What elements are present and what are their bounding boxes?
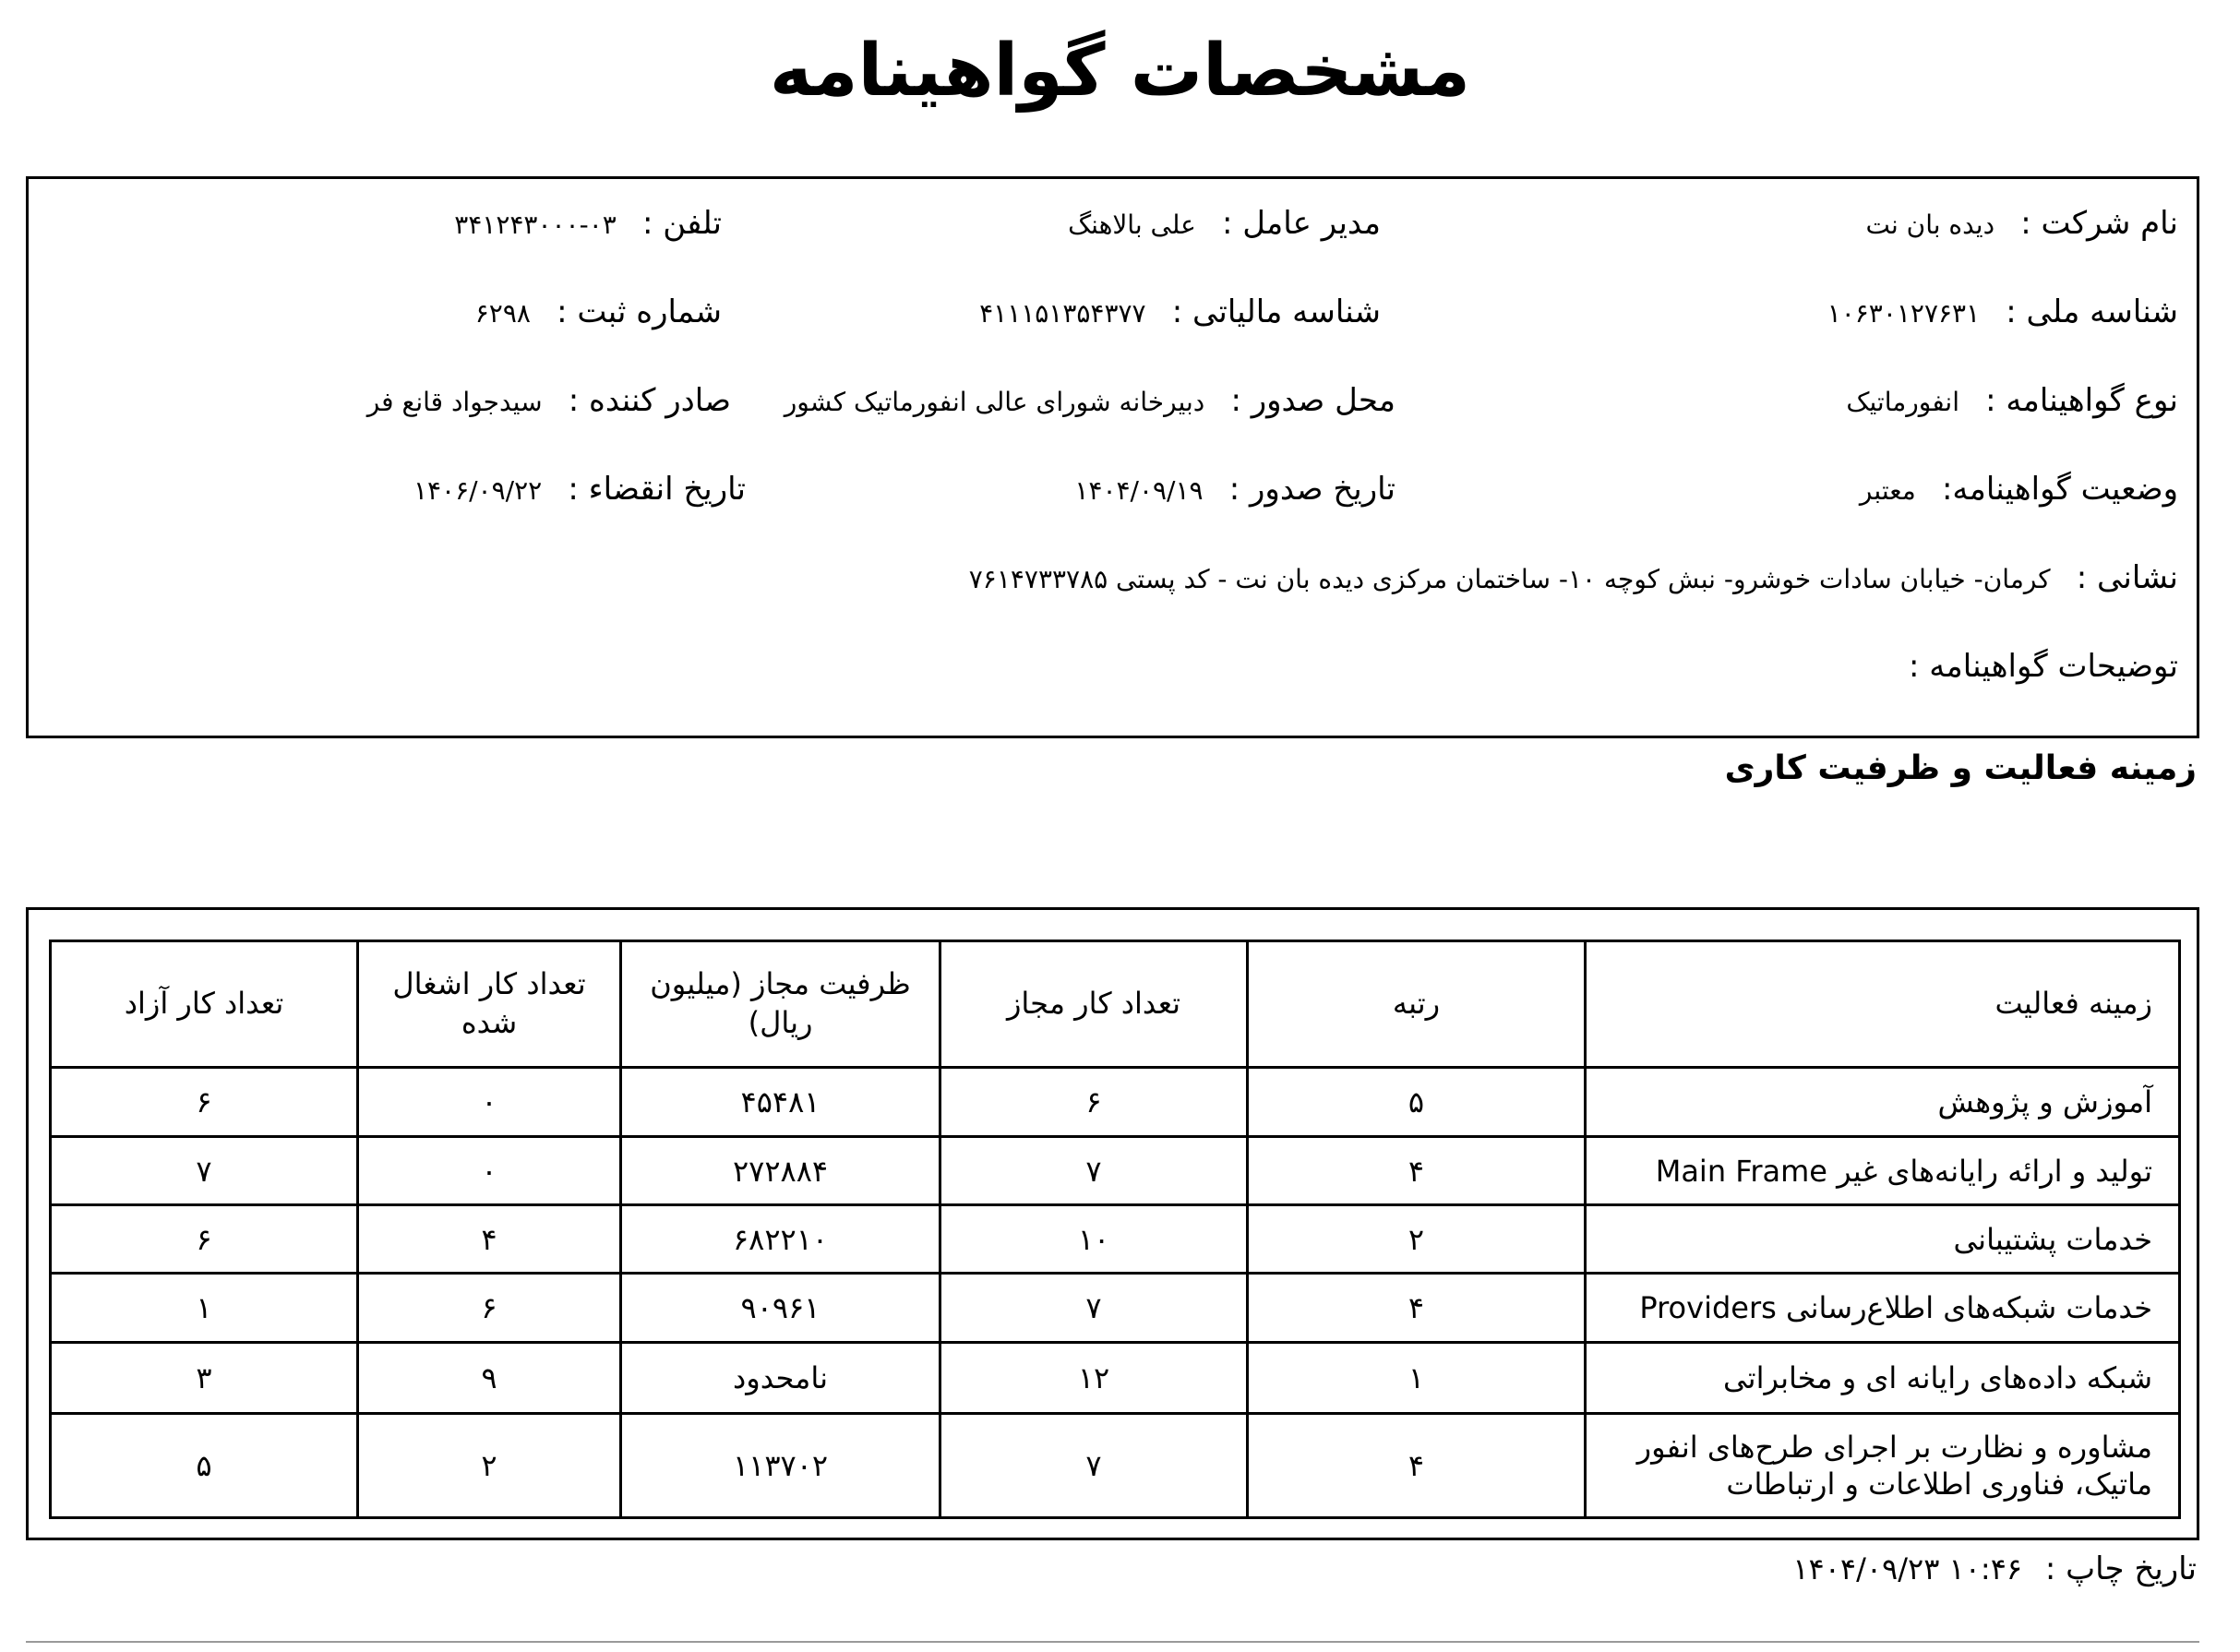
rank-cell: ۴ [1248, 1274, 1586, 1343]
certificate-notes-label: توضیحات گواهینامه : [1909, 648, 2178, 685]
company-name-field [1865, 205, 2178, 242]
header-allowed-jobs: تعداد کار مجاز [940, 941, 1248, 1068]
issue-place-value: دبیرخانه شورای عالی انفورماتیک کشور [784, 387, 1205, 417]
company-name-value: دیده بان نت [1865, 209, 1995, 240]
activity-table [49, 940, 2181, 1519]
tax-id-value: ۴۱۱۱۵۱۳۵۴۳۷۷ [979, 298, 1146, 329]
free-jobs-cell: ۶ [51, 1068, 358, 1137]
certificate-status-field [1860, 471, 2178, 508]
registration-number-label: شماره ثبت : [557, 293, 722, 330]
occupied-jobs-cell: ۹ [358, 1343, 621, 1414]
issue-date-label: تاریخ صدور : [1228, 471, 1396, 508]
header-rank: رتبه [1248, 941, 1586, 1068]
certificate-type-value: انفورماتیک [1846, 387, 1959, 417]
certificate-notes-field [1909, 648, 2178, 685]
ceo-value: علی بالاهنگ [1068, 209, 1196, 240]
header-free-jobs: تعداد کار آزاد [51, 941, 358, 1068]
table-row [51, 1414, 2180, 1518]
certificate-status-label: وضعیت گواهینامه: [1941, 471, 2178, 508]
page-title: مشخصات گواهینامه [769, 30, 1471, 113]
table-row [51, 1205, 2180, 1274]
allowed-jobs-cell: ۶ [940, 1068, 1248, 1137]
address-label: نشانی : [2076, 559, 2178, 596]
phone-value: ۰۳-۳۴۱۲۴۳۰۰۰ [454, 209, 617, 240]
section-title: زمینه فعالیت و ظرفیت کاری [1724, 749, 2197, 787]
table-row [51, 1274, 2180, 1343]
rank-cell: ۴ [1248, 1137, 1586, 1205]
phone-field [454, 205, 722, 242]
issue-place-field [785, 382, 1396, 419]
table-row [51, 1137, 2180, 1205]
bottom-divider [26, 1641, 2199, 1643]
certificate-status-value: معتبر [1859, 475, 1916, 506]
activity-cell: تولید و ارائه رایانه‌های غیر Main Frame [1586, 1137, 2180, 1205]
table-header-row [51, 941, 2180, 1068]
phone-label: تلفن : [641, 205, 722, 242]
print-date [1792, 1550, 2197, 1587]
national-id-label: شناسه ملی : [2006, 293, 2178, 330]
rank-cell: ۵ [1248, 1068, 1586, 1137]
table-row [51, 1343, 2180, 1414]
tax-id-label: شناسه مالیاتی : [1171, 293, 1381, 330]
allowed-capacity-cell: نامحدود [621, 1343, 940, 1414]
ceo-field [1068, 205, 1381, 242]
occupied-jobs-cell: ۲ [358, 1414, 621, 1518]
header-allowed-capacity: ظرفیت مجاز (میلیون ریال) [621, 941, 940, 1068]
allowed-jobs-cell: ۷ [940, 1414, 1248, 1518]
issue-date-value: ۱۴۰۴/۰۹/۱۹ [1074, 475, 1204, 506]
occupied-jobs-cell: ۶ [358, 1274, 621, 1343]
issuer-field [367, 382, 731, 419]
activity-cell: خدمات شبکه‌های اطلاع‌رسانی Providers [1586, 1274, 2180, 1343]
certificate-type-label: نوع گواهینامه : [1985, 382, 2178, 419]
expiry-date-field [413, 471, 746, 508]
expiry-date-label: تاریخ انقضاء : [568, 471, 746, 508]
allowed-jobs-cell: ۱۲ [940, 1343, 1248, 1414]
national-id-value: ۱۰۶۳۰۱۲۷۶۳۱ [1827, 298, 1981, 329]
national-id-field [1827, 293, 2178, 330]
occupied-jobs-cell: ۰ [358, 1068, 621, 1137]
expiry-date-value: ۱۴۰۶/۰۹/۲۲ [413, 475, 543, 506]
certificate-info-box [26, 176, 2199, 738]
free-jobs-cell: ۷ [51, 1137, 358, 1205]
activity-cell: شبکه داده‌های رایانه ای و مخابراتی [1586, 1343, 2180, 1414]
allowed-capacity-cell: ۲۷۲۸۸۴ [621, 1137, 940, 1205]
certificate-type-field [1846, 382, 2178, 419]
rank-cell: ۲ [1248, 1205, 1586, 1274]
activity-cell: خدمات پشتیبانی [1586, 1205, 2180, 1274]
allowed-jobs-cell: ۷ [940, 1137, 1248, 1205]
allowed-jobs-cell: ۱۰ [940, 1205, 1248, 1274]
header-occupied-jobs: تعداد کار اشغال شده [358, 941, 621, 1068]
allowed-capacity-cell: ۴۵۴۸۱ [621, 1068, 940, 1137]
tax-id-field [979, 293, 1381, 330]
issue-place-label: محل صدور : [1230, 382, 1396, 419]
allowed-capacity-cell: ۱۱۳۷۰۲ [621, 1414, 940, 1518]
issue-date-field [1074, 471, 1396, 508]
occupied-jobs-cell: ۴ [358, 1205, 621, 1274]
activity-table-box [26, 907, 2199, 1540]
allowed-capacity-cell: ۹۰۹۶۱ [621, 1274, 940, 1343]
company-name-label: نام شرکت : [2020, 205, 2178, 242]
ceo-label: مدیر عامل : [1222, 205, 1381, 242]
activity-cell: مشاوره و نظارت بر اجرای طرح‌های انفور ماتیک، فناوری اطلاعات و ارتباطات [1586, 1414, 2180, 1518]
rank-cell: ۴ [1248, 1414, 1586, 1518]
issuer-label: صادر کننده : [568, 382, 731, 419]
table-row [51, 1068, 2180, 1137]
address-value: کرمان- خیابان سادات خوشرو- نبش کوچه ۱۰- ساختمان مرکزی دیده بان نت - کد پستی ۷۶۱۴۷۳۳۷۸۵ [968, 564, 2051, 594]
rank-cell: ۱ [1248, 1343, 1586, 1414]
header-activity-field: زمینه فعالیت [1586, 941, 2180, 1068]
allowed-capacity-cell: ۶۸۲۲۱۰ [621, 1205, 940, 1274]
free-jobs-cell: ۳ [51, 1343, 358, 1414]
print-date-label: تاریخ چاپ : [2044, 1550, 2197, 1587]
activity-cell: آموزش و پژوهش [1586, 1068, 2180, 1137]
free-jobs-cell: ۱ [51, 1274, 358, 1343]
free-jobs-cell: ۶ [51, 1205, 358, 1274]
print-date-value: ۱۴۰۴/۰۹/۲۳ ۱۰:۴۶ [1792, 1551, 2023, 1586]
address-field [969, 559, 2178, 596]
free-jobs-cell: ۵ [51, 1414, 358, 1518]
issuer-value: سیدجواد قانع فر [366, 387, 543, 417]
occupied-jobs-cell: ۰ [358, 1137, 621, 1205]
registration-number-field [475, 293, 722, 330]
allowed-jobs-cell: ۷ [940, 1274, 1248, 1343]
registration-number-value: ۶۲۹۸ [474, 298, 531, 329]
